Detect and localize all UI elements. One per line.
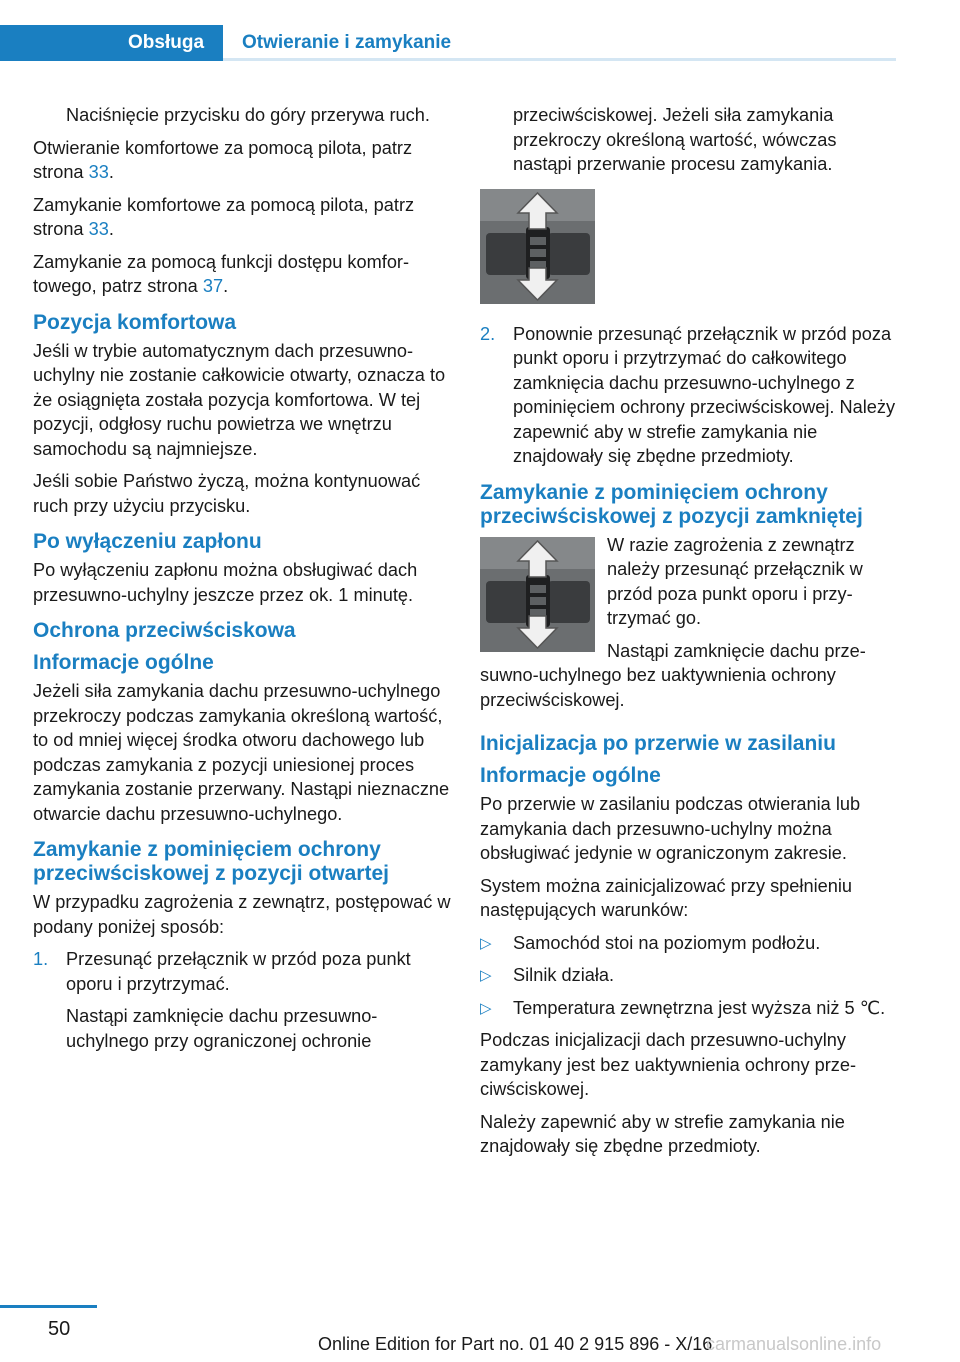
roof-switch-image — [480, 189, 595, 304]
comfort-open-text: Otwieranie komfortowe za pomocą pilota, patrz strona 33. — [33, 137, 413, 182]
heading-pinch-protection: Ochrona przeciwściskowa — [33, 619, 296, 642]
step-2-number: 2. — [480, 323, 496, 344]
page-link-37[interactable]: 37 — [202, 276, 224, 296]
danger-text: W przypadku zagrożenia z zewnątrz, postępować w podany poniżej sposób: — [33, 892, 451, 937]
page-link-33[interactable]: 33 — [88, 162, 109, 182]
step-1-text: Przesunąć przełącznik w przód poza punkt oporu i przytrzymać. — [66, 949, 411, 994]
header-section: Obsługa — [0, 25, 223, 61]
bullet-triangle-icon: ▷ — [480, 967, 492, 984]
step-2-text: Ponownie przesunąć przełącznik w przód poza punkt oporu i przytrzymać do całkowitego zamknięcia dachu przesuwno-uchylnego z pominięciem ochrony przeciwściskowej. Należy zapewnić aby w strefie zamykania nie znajdowały się zbędne przedmioty. — [513, 323, 896, 466]
page-header — [0, 25, 896, 61]
ensure-text: Należy zapewnić aby w strefie zamykania nie znajdowały się zbędne przedmioty. — [480, 1111, 845, 1156]
left-column — [33, 103, 451, 1061]
page-link-33-b[interactable]: 33 — [88, 219, 109, 239]
page-number: 50 — [48, 1318, 71, 1340]
step-1-number: 1. — [33, 949, 49, 969]
condition-item: ▷ Silnik działa. — [480, 963, 898, 988]
comfort-close-text: Zamykanie komfortowe za pomocą pilota, patrz strona 33. — [33, 194, 415, 239]
bullet-triangle-icon: ▷ — [480, 934, 492, 952]
heading-comfort-position: Pozycja komfortowa — [33, 310, 237, 334]
continue-text: Jeśli sobie Państwo życzą, można kontynuować ruch przy użyciu przycisku. — [33, 471, 421, 516]
heading-ignition-off: Po wyłączeniu zapłonu — [33, 530, 262, 553]
closed-text: W razie zagrożenia z zewnątrz należy przesunąć przełącznik w przód poza punkt oporu i przytrzymać go. — [607, 534, 863, 628]
closed-result-text: Nastąpi zamknięcie dachu przesuwno-uchylnego bez uaktywnienia ochrony przeciwściskowej. — [480, 640, 866, 710]
general-text: Jeżeli siła zamykania dachu przesuwno-uchylnego przekroczy podczas zamykania określoną wartość, to od mniej więcej środka otworu dachowego lub podczas zamykania z pozycji uniesionej proces zamykania zostanie przerwany. Nastąpi nieznaczne otwarcie dachu przesuwno-uchylnego. — [33, 681, 450, 824]
heading-override-closed: Zamykanie z pominięciem ochrony przeciwściskowej z pozycji zamkniętej — [480, 480, 863, 528]
right-column — [480, 103, 898, 1167]
during-init-text: Podczas inicjalizacji dach przesuwno-uchylny zamykany jest bez uaktywnienia ochrony przeciwściskowej. — [480, 1030, 857, 1099]
header-chapter: Otwieranie i zamykanie — [223, 25, 896, 61]
system-text: System można zainicjalizować przy spełnieniu następujących warunków: — [480, 875, 852, 920]
heading-general-info: Informacje ogólne — [33, 651, 214, 674]
condition-item: ▷ Temperatura zewnętrzna jest wyższa niż 5 ℃. — [480, 996, 898, 1021]
heading-initialization: Inicjalizacja po przerwie w zasilaniu — [480, 732, 836, 755]
footer-rule — [0, 1305, 97, 1308]
step-2 — [480, 322, 898, 469]
init-text: Po przerwie w zasilaniu podczas otwierania lub zamykania dach przesuwno-uchylny można obsługiwać jedynie w ograniczonym zakresie. — [480, 794, 861, 863]
step-1 — [33, 947, 451, 1053]
comfort-position-text: Jeśli w trybie automatycznym dach przesuwno-uchylny nie zostanie całkowicie otwarty, oznacza to że osiągnięta została pozycja komfortowa. W tej pozycji, odgłosy ruchu powietrza we wnętrzu samochodu są najmniejsze. — [33, 340, 446, 459]
heading-override-open: Zamykanie z pominięciem ochrony przeciwściskowej z pozycji otwartej — [33, 838, 389, 885]
intro-text: Naciśnięcie przycisku do góry przerywa ruch. — [66, 105, 430, 125]
continuation-text: przeciwściskowej. Jeżeli siła zamykania przekroczy określoną wartość, wówczas nastąpi przerwanie procesu zamykania. — [513, 105, 837, 174]
bullet-triangle-icon: ▷ — [480, 999, 492, 1017]
watermark: carmanualsonline.info — [706, 1334, 882, 1354]
step-1-result: Nastąpi zamknięcie dachu przesuwno-uchylnego przy ograniczonej ochronie — [66, 1006, 378, 1051]
ignition-text: Po wyłączeniu zapłonu można obsługiwać dach przesuwno-uchylny jeszcze przez ok. 1 minutę. — [33, 560, 418, 605]
access-text: Zamykanie za pomocą funkcji dostępu komfortowego, patrz strona 37. — [33, 251, 410, 296]
condition-item: ▷ Samochód stoi na poziomym podłożu. — [480, 931, 898, 956]
heading-general-info-2: Informacje ogólne — [480, 764, 661, 787]
roof-switch-image-2 — [480, 537, 595, 652]
edition-text: Online Edition for Part no. 01 40 2 915 896 - X/16 — [318, 1334, 713, 1354]
